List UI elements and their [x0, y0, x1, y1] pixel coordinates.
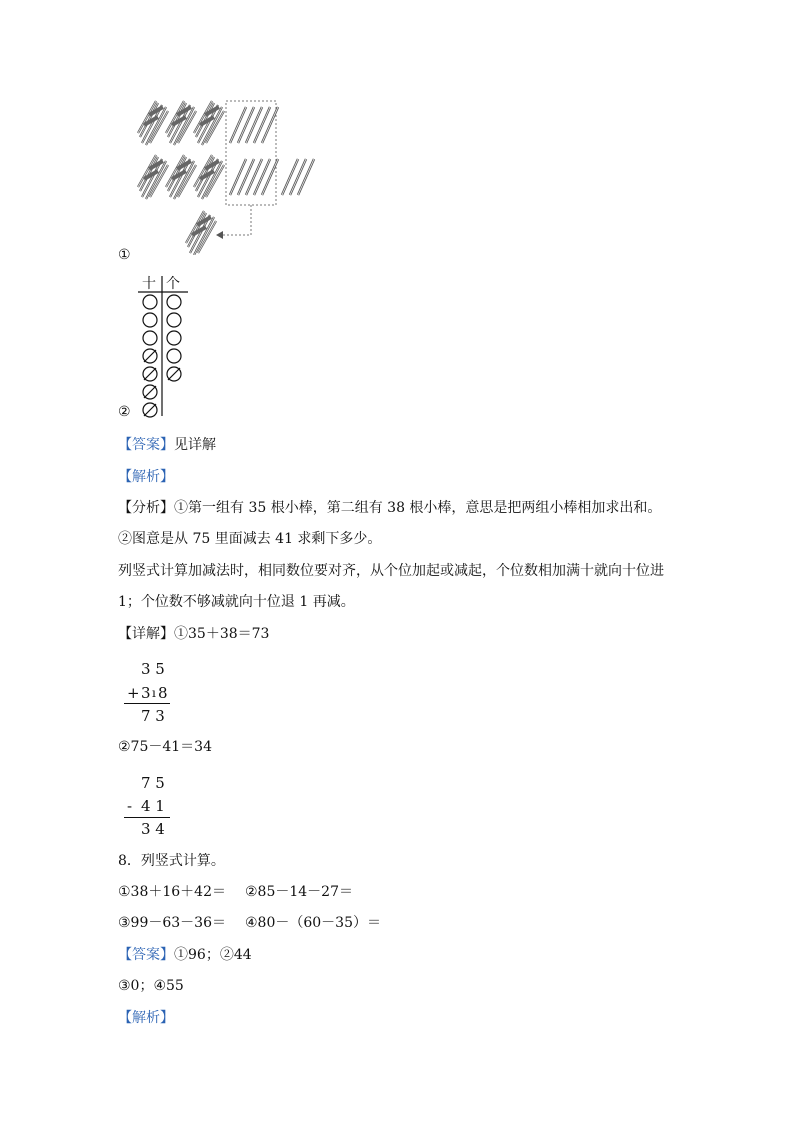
xiangjie-tag: 【详解】	[118, 626, 174, 642]
analysis1-tag: 【解析】	[118, 469, 174, 485]
answer1-line	[118, 436, 216, 454]
vert1-row2a: 3	[141, 684, 151, 702]
fenxi-tag: 【分析】	[118, 500, 174, 516]
fenxi-text: ①第一组有 35 根小棒，第二组有 38 根小棒，意思是把两组小棒相加求出和。	[174, 500, 662, 516]
header-ones: 个	[166, 276, 180, 292]
answer2-tag: 【答案】	[118, 947, 174, 963]
analysis1-line	[118, 468, 174, 486]
xiangjie-line	[118, 625, 269, 643]
q8-title: 8．列竖式计算。	[118, 853, 225, 869]
q8-item4: ④80－（60－35）＝	[245, 915, 381, 931]
xiangjie-text: ①35＋38＝73	[174, 626, 270, 642]
vert1-row1: 3 5	[141, 660, 165, 678]
figure2-marker: ②	[118, 404, 131, 420]
analysis-line2: ②图意是从 75 里面减去 41 求剩下多少。	[118, 531, 382, 547]
sticks-figure	[130, 95, 330, 255]
analysis-line3: 列竖式计算加减法时，相同数位要对齐，从个位加起或减起，个位数相加满十就向十位进	[118, 563, 664, 579]
vert1-carry-mark: ı	[152, 686, 156, 700]
vert1-result: 7 3	[141, 707, 165, 725]
analysis2-tag: 【解析】	[118, 1010, 174, 1026]
q8-item1: ①38＋16＋42＝	[118, 884, 226, 900]
vert2-result: 3 4	[141, 820, 165, 838]
answer1-tag: 【答案】	[118, 437, 174, 453]
vert2-row2: 4 1	[141, 797, 165, 815]
answer2-line2: ③0；④55	[118, 978, 184, 994]
vert2-op: -	[127, 797, 133, 815]
q8-item2: ②85－14－27＝	[245, 884, 353, 900]
answer1-text: 见详解	[174, 437, 216, 453]
eq2-line: ②75－41＝34	[118, 739, 212, 755]
answer2-text1: ①96；②44	[174, 947, 252, 963]
analysis-line4: 1；个位数不够减就向十位退 1 再减。	[118, 594, 355, 610]
answer2-line1	[118, 946, 252, 964]
analysis2-line	[118, 1009, 174, 1027]
vert2-rule	[124, 817, 170, 818]
figure1-marker: ①	[118, 247, 131, 263]
vert2-row1: 7 5	[141, 774, 165, 792]
vert1-rule	[124, 703, 170, 704]
vert1-op: +	[127, 684, 140, 702]
vert1-row2b: 8	[158, 684, 168, 702]
q8-item3: ③99－63－36＝	[118, 915, 226, 931]
fenxi-line	[118, 499, 661, 517]
header-tens: 十	[142, 276, 156, 292]
